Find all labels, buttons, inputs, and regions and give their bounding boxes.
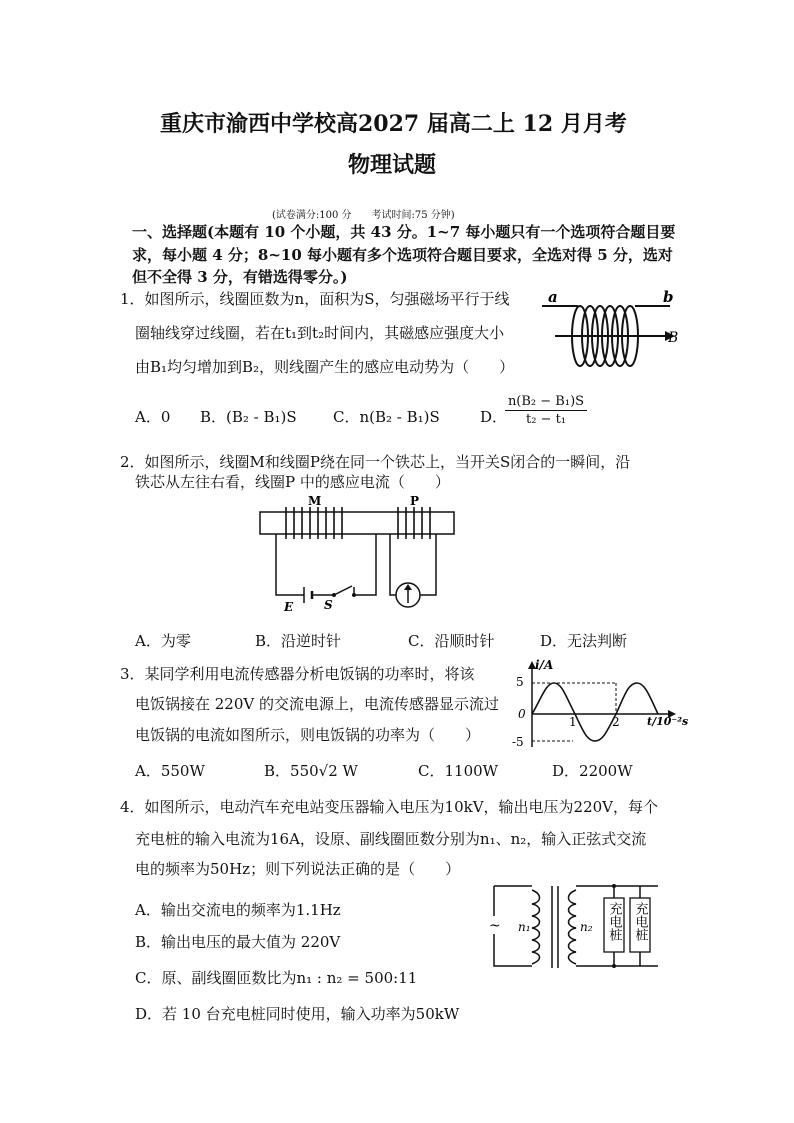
q4-secondary-coil (569, 890, 577, 964)
q1-option-d-fraction (505, 394, 587, 427)
q3-tick-0: 0 (518, 707, 526, 721)
q4-pile-label-1: 充电桩 (606, 902, 622, 941)
q2-switch (334, 586, 352, 595)
q3-option-b: B．550√2 W (264, 762, 358, 780)
q4-stem-line3: 电的频率为50Hz；则下列说法正确的是（ ） (135, 860, 461, 878)
q4-primary-coil (532, 890, 540, 964)
exam-meta: (试卷满分:100 分 考试时间:75 分钟) (272, 210, 455, 221)
q3-option-c: C．1100W (418, 762, 499, 780)
q4-stem-line2: 充电桩的输入电流为16A，设原、副线圈匝数分别为n₁、n₂，输入正弦式交流 (135, 830, 647, 848)
q3-tick-x1: 1 (569, 715, 577, 729)
q4-label-n1: n₁ (518, 920, 531, 934)
q2-stem-line1: 2．如图所示，线圈M和线圈P绕在同一个铁芯上，当开关S闭合的一瞬间，沿 (120, 453, 631, 471)
q3-option-d: D．2200W (552, 762, 633, 780)
q4-label-n2: n₂ (580, 920, 593, 934)
q4-option-b: B．输出电压的最大值为 220V (135, 933, 341, 951)
q4-option-a: A．输出交流电的频率为1.1Hz (135, 901, 341, 919)
q1-option-b: B．(B₂ - B₁)S (200, 408, 297, 426)
q1-option-a: A．0 (135, 408, 171, 426)
q1-option-d-numerator: n(B₂ − B₁)S (505, 394, 587, 411)
q2-stem-line2: 铁芯从左往右看，线圈P 中的感应电流（ ） (135, 473, 450, 491)
section-instructions-line3: 但不全得 3 分，有错选得零分。) (132, 268, 348, 286)
q3-tick-x2: 2 (612, 715, 620, 729)
q2-label-m: M (308, 494, 322, 508)
q3-stem-line2: 电饭锅接在 220V 的交流电源上，电流传感器显示流过 (135, 695, 500, 713)
page-subtitle: 物理试题 (348, 152, 437, 178)
q1-option-d-label: D． (480, 408, 508, 426)
q2-option-d: D．无法判断 (540, 632, 628, 650)
q4-pile-label-2: 充电桩 (632, 902, 648, 941)
section-instructions-line2: 求，每小题 4 分；8~10 每小题有多个选项符合题目要求，全选对得 5 分，选对 (132, 246, 673, 264)
q1-option-c: C．n(B₂ - B₁)S (333, 408, 440, 426)
q2-transformer-figure (258, 495, 458, 615)
q4-option-d: D．若 10 台充电桩同时使用，输入功率为50kW (135, 1005, 460, 1023)
q3-option-a: A．550W (135, 762, 205, 780)
q4-ac-source-icon: ~ (489, 918, 501, 934)
q1-coil-figure (540, 288, 690, 398)
page-title: 重庆市渝西中学校高2027 届高二上 12 月月考 (160, 111, 627, 137)
q2-label-e: E (284, 600, 294, 614)
q1-label-a: a (548, 288, 558, 306)
q2-option-b: B．沿逆时针 (255, 632, 342, 650)
q2-iron-core (260, 512, 454, 534)
q1-stem-line2: 圈轴线穿过线圈，若在t₁到t₂时间内，其磁感应强度大小 (135, 324, 505, 342)
q3-current-graph (510, 657, 690, 752)
q1-label-b: b (663, 288, 674, 306)
q2-option-a: A．为零 (135, 632, 191, 650)
q3-stem-line3: 电饭锅的电流如图所示，则电饭锅的功率为（ ） (135, 726, 481, 744)
section-instructions-line1: 一、选择题(本题有 10 个小题，共 43 分。1~7 每小题只有一个选项符合题目要 (132, 223, 676, 241)
q3-stem-line1: 3．某同学利用电流传感器分析电饭锅的功率时，将该 (120, 665, 475, 683)
q1-stem-line1: 1．如图所示，线圈匝数为n，面积为S，匀强磁场平行于线 (120, 290, 510, 308)
q3-y-label: i/A (535, 658, 554, 672)
q3-sine-curve (532, 683, 658, 741)
q2-label-s: S (324, 598, 333, 612)
q2-circuit-m (276, 534, 376, 595)
q2-option-c: C．沿顺时针 (408, 632, 495, 650)
q4-stem-line1: 4．如图所示，电动汽车充电站变压器输入电压为10kV，输出电压为220V，每个 (120, 798, 659, 816)
q1-option-d-denominator: t₂ − t₁ (525, 412, 567, 427)
q1-stem-line3: 由B₁均匀增加到B₂，则线圈产生的感应电动势为（ ） (135, 358, 515, 376)
q3-tick-5: 5 (516, 675, 524, 689)
q2-label-p: P (410, 494, 420, 508)
q4-transformer-figure (488, 880, 660, 975)
q3-tick-neg5: -5 (512, 735, 524, 749)
q4-option-c: C．原、副线圈匝数比为n₁ : n₂ = 500:11 (135, 969, 418, 987)
q3-x-label: t/10⁻²s (647, 715, 689, 728)
q1-label-B: B (668, 330, 679, 346)
